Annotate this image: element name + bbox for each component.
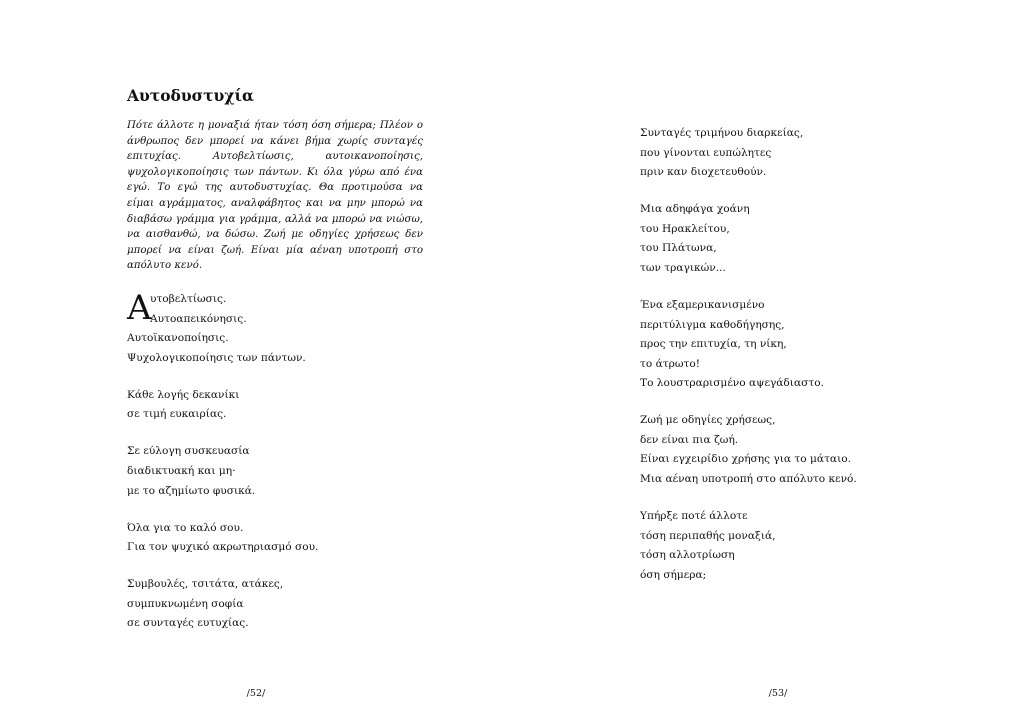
poem-line: σε συνταγές ευτυχίας. (127, 617, 249, 630)
poem-line: Μια αέναη υποτροπή στο απόλυτο κενό. (640, 473, 857, 486)
poem-line: Κάθε λογής δεκανίκι (127, 388, 240, 401)
poem-line: σε τιμή ευκαιρίας. (127, 408, 227, 421)
poem-left (127, 290, 447, 651)
poem-line: του Ηρακλείτου, (640, 222, 730, 235)
poem-line: Υπήρξε ποτέ άλλοτε (640, 510, 748, 523)
poem-line: με το αζημίωτο φυσικά. (127, 484, 256, 497)
poem-line: Το λουστραρισμένο αψεγάδιαστο. (640, 377, 824, 390)
poem-line: Μια αδηφάγα χοάνη (640, 203, 750, 216)
poem-line: των τραγικών... (640, 261, 726, 274)
poem-line: συμπυκνωμένη σοφία (127, 597, 244, 610)
poem-line: τόση περιπαθής μοναξιά, (640, 529, 776, 542)
poem-line: Είναι εγχειρίδιο χρήσης για το μάταιο. (640, 453, 851, 466)
poem-line: όση σήμερα; (640, 568, 707, 581)
stanza (127, 575, 447, 634)
intro-paragraph: Πότε άλλοτε η μοναξιά ήταν τόση όση σήμερα; Πλέον ο άνθρωπος δεν μπορεί να κάνει βήμα χωρίς συνταγές επιτυχίας. Αυτοβελτίωσις, αυτοικανοποίησις, ψυχολογικοποίησις των πάντων. Κι όλα γύρω από ένα εγώ. Το εγώ της αυτοδυστυχίας. Θα προτιμούσα να είμαι αγράμματος, αναλφάβητος και να μην μπορώ να διαβάσω γράμμα για γράμμα, αλλά να μπορώ να νιώσω, να αισθανθώ, να δώσω. Ζωή με οδηγίες χρήσεως δεν μπορεί να είναι ζωή. Είναι μία αέναη υποτροπή στο απόλυτο κενό. (127, 120, 423, 272)
poem-title: Αυτοδυστυχία (127, 86, 254, 105)
drop-cap: Α (127, 288, 152, 328)
poem-line: Ψυχολογικοποίησις των πάντων. (127, 351, 306, 364)
poem-line: Αυτοϊκανοποίησις. (127, 332, 229, 345)
poem-line: Για τον ψυχικό ακρωτηριασμό σου. (127, 541, 319, 554)
poem-line: Σε εύλογη συσκευασία (127, 445, 250, 458)
poem-line: υτοβελτίωσις. (150, 293, 227, 305)
poem-line: Συνταγές τριμήνου διαρκείας, (640, 127, 804, 139)
poem-line: τόση αλλοτρίωση (640, 549, 735, 562)
page-number: /53/ (768, 688, 788, 699)
stanza (640, 411, 980, 489)
poem-line: Ένα εξαμερικανισμένο (640, 298, 765, 311)
poem-line: Συμβουλές, τσιτάτα, ατάκες, (127, 578, 284, 591)
stanza (127, 442, 447, 501)
first-stanza (127, 290, 447, 368)
right-page (512, 0, 1024, 723)
poem-right (640, 124, 980, 603)
stanza (640, 124, 980, 183)
poem-line: πριν καν διοχετευθούν. (640, 166, 767, 179)
stanza (640, 296, 980, 394)
poem-line: διαδικτυακή και μη· (127, 464, 236, 477)
poem-line: που γίνονται ευπώλητες (640, 146, 772, 159)
poem-line: το άτρωτο! (640, 357, 700, 370)
stanza (640, 507, 980, 585)
poem-line: δεν είναι πια ζωή. (640, 433, 739, 446)
stanza (127, 519, 447, 558)
poem-line: Ζωή με οδηγίες χρήσεως, (640, 414, 776, 427)
poem-line: του Πλάτωνα, (640, 242, 717, 255)
page-number: /52/ (246, 688, 266, 699)
stanza (127, 386, 447, 425)
stanza (640, 200, 980, 278)
poem-line: Αυτοαπεικόνησις. (150, 312, 247, 325)
poem-line: περιτύλιγμα καθοδήγησης, (640, 318, 785, 331)
poem-line: Όλα για το καλό σου. (127, 521, 244, 534)
poem-line: προς την επιτυχία, τη νίκη, (640, 338, 787, 351)
